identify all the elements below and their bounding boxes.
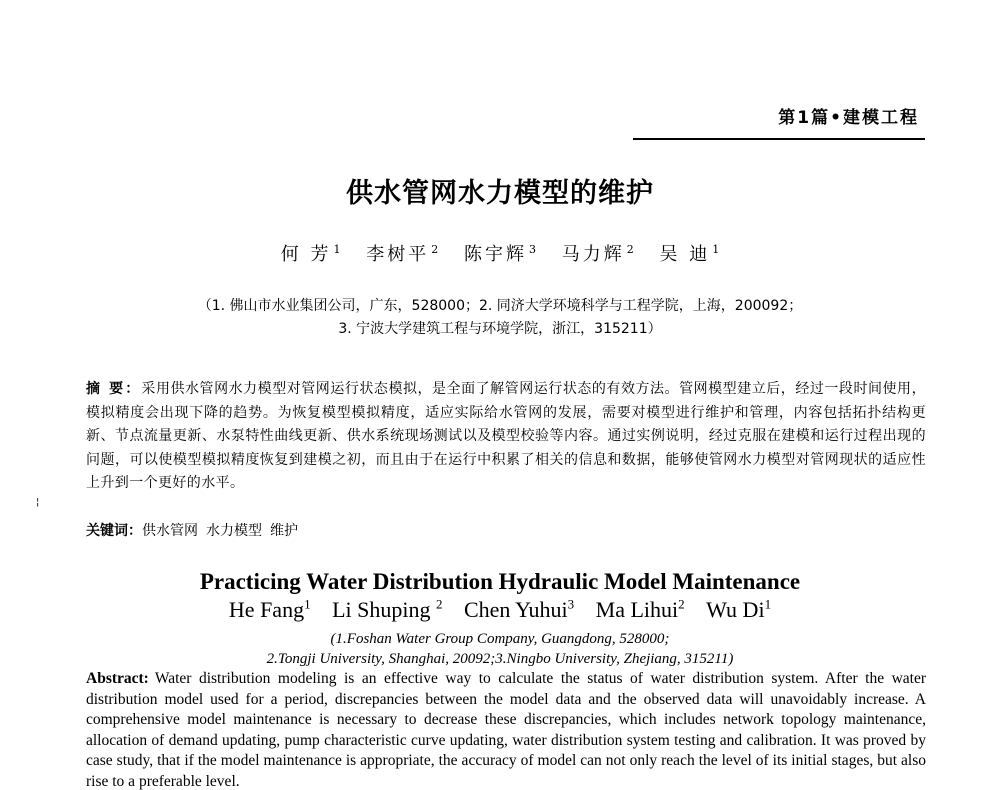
running-header: 第1篇•建模工程: [778, 108, 919, 128]
author-cn-1: 何 芳 $^1$: [280, 243, 341, 265]
margin-mark: ¦: [36, 497, 40, 508]
author-en-4: Ma Lihui$^2$: [595, 597, 685, 623]
keywords-chinese: [86, 520, 306, 540]
keyword-cn-2: 水力模型: [206, 523, 262, 539]
author-en-1: He Fang$^1$: [228, 597, 311, 623]
header-rule: [633, 138, 925, 140]
abstract-chinese: [86, 378, 926, 496]
author-en-3: Chen Yuhui$^3$: [463, 597, 575, 623]
keyword-cn-1: 供水管网: [142, 523, 198, 539]
affiliation-en-line-1: (1.Foshan Water Group Company, Guangdong, 528000;: [330, 631, 670, 647]
title-chinese: 供水管网水力模型的维护: [346, 178, 654, 209]
authors-english: [0, 597, 1000, 623]
author-cn-2: 李树平 $^2$: [366, 243, 439, 265]
author-cn-5: 吴 迪 $^1$: [659, 243, 720, 265]
author-en-2: Li Shuping $^2$: [332, 597, 443, 623]
abstract-english: [86, 669, 926, 790]
affiliation-chinese: [0, 295, 1000, 341]
affiliation-en-line-2: 2.Tongji University, Shanghai, 20092;3.Ningbo University, Zhejiang, 315211): [266, 651, 734, 667]
title-english: Practicing Water Distribution Hydraulic Model Maintenance: [199, 569, 801, 594]
abstract-en-label: Abstract:: [86, 670, 149, 687]
abstract-en-text: Water distribution modeling is an effective way to calculate the status of water distribution system. After the water distribution model used for a period, discrepancies between the model data and the observed data will unavoidably increase. A comprehensive model maintenance is necessary to decrease these discrepancies, which includes network topology maintenance, allocation of demand updating, pump characteristic curve updating, water distribution system testing and calibration. It was proved by case study, that if the model maintenance is appropriate, the accuracy of model can not only reach the level of its initial stages, but also rise to a preferable level.: [86, 670, 926, 790]
keyword-cn-3: 维护: [270, 523, 298, 539]
affiliation-english: [0, 629, 1000, 669]
author-cn-3: 陈宇辉 $^3$: [464, 243, 536, 265]
affiliation-cn-line-2: 3. 宁波大学建筑工程与环境学院，浙江，315211）: [338, 321, 662, 337]
affiliation-cn-line-1: （1. 佛山市水业集团公司，广东，528000；2. 同济大学环境科学与工程学院，上海，200092；: [197, 298, 803, 314]
authors-chinese: [0, 240, 1000, 266]
keywords-cn-label: 关键词：: [86, 523, 142, 539]
abstract-cn-label: 摘 要：: [86, 381, 142, 397]
author-en-5: Wu Di$^1$: [706, 597, 772, 623]
abstract-cn-text: 采用供水管网水力模型对管网运行状态模拟，是全面了解管网运行状态的有效方法。管网模型建立后，经过一段时间使用，模拟精度会出现下降的趋势。为恢复模型模拟精度，适应实际给水管网的发展，需要对模型进行维护和管理，内容包括拓扑结构更新、节点流量更新、水泵特性曲线更新、供水系统现场测试以及模型校验等内容。通过实例说明，经过克服在建模和运行过程出现的问题，可以使模型模拟精度恢复到建模之初，而且由于在运行中积累了相关的信息和数据，能够使管网水力模型对管网现状的适应性上升到一个更好的水平。: [86, 381, 926, 491]
author-cn-4: 马力辉 $^2$: [561, 243, 634, 265]
